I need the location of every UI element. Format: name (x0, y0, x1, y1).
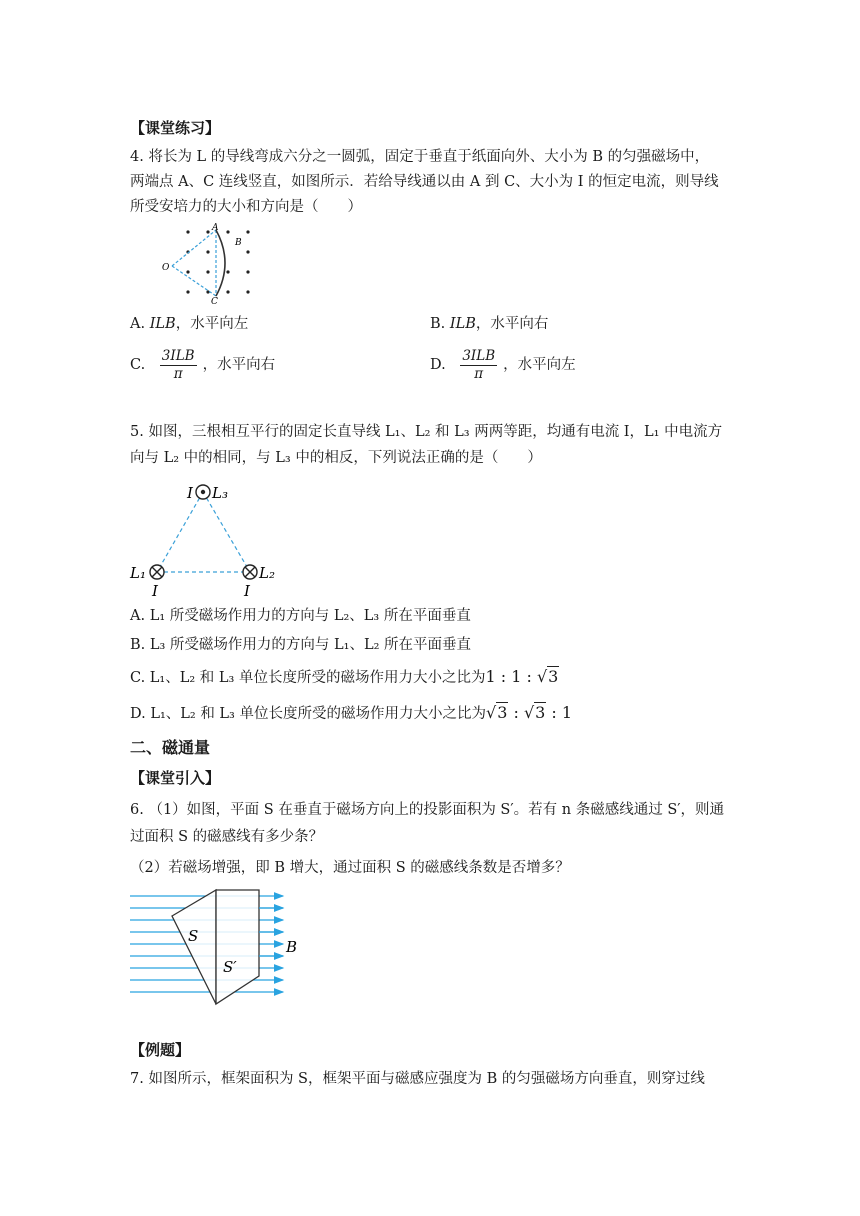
q4-option-c-prefix: C. (130, 357, 146, 373)
q7-line1: 7. 如图所示，框架面积为 S，框架平面与磁感应强度为 B 的匀强磁场方向垂直，则穿过线 (130, 1071, 705, 1087)
q5-option-d-root2: 3 (535, 703, 546, 722)
label-a: A (212, 223, 219, 233)
q4-line1: 4. 将长为 L 的导线弯成六分之一圆弧，固定于垂直于纸面向外、大小为 B 的匀强磁场中， (130, 149, 710, 165)
label-l3: L₃ (212, 484, 228, 502)
q4-option-c (130, 345, 275, 385)
label-i-left: I (152, 582, 158, 600)
q4-option-c-fraction (160, 348, 197, 382)
q4-option-a-expr: ILB (149, 316, 176, 332)
radius-oa (172, 230, 216, 266)
q6-line2: 过面积 S 的磁感线有多少条？ (130, 829, 324, 845)
field-lines-front (259, 908, 283, 956)
q4-line3: 所受安培力的大小和方向是（ ） (130, 199, 362, 215)
label-s-prime: S′ (223, 958, 237, 976)
plane-s-prime (216, 890, 259, 1004)
q5-option-c-root: 3 (548, 667, 559, 686)
plane-s (172, 890, 216, 1004)
q4-option-d-fraction (460, 348, 497, 382)
q4-option-c-den: π (173, 366, 183, 382)
label-l2: L₂ (259, 564, 275, 582)
q4-option-d-text: ，水平向左 (503, 357, 576, 373)
q5-option-a: A. L₁ 所受磁场作用力的方向与 L₂、L₃ 所在平面垂直 (130, 608, 471, 624)
q5-option-d-root1: 3 (497, 703, 508, 722)
q5-option-c-sqrt: √3 (536, 667, 559, 686)
label-c: C (211, 297, 218, 304)
q4-option-a (130, 314, 248, 334)
q5-option-c-ratio: 1 : 1 : (485, 667, 537, 686)
q4-option-d (430, 345, 576, 385)
q5-option-c-text: C. L₁、L₂ 和 L₃ 单位长度所受的磁场作用力大小之比为 (130, 670, 486, 686)
q6-figure (128, 886, 308, 1006)
q4-option-b-prefix: B. (430, 316, 450, 332)
q4-option-a-text: ，水平向左 (175, 316, 249, 332)
label-b: B (235, 238, 242, 248)
q5-option-b: B. L₃ 所受磁场作用力的方向与 L₁、L₂ 所在平面垂直 (130, 637, 472, 653)
q4-option-d-num: 3ILB (462, 348, 496, 364)
q5-line2: 向与 L₂ 中的相同，与 L₃ 中的相反，下列说法正确的是（ ） (130, 450, 542, 466)
q4-option-b (430, 314, 548, 334)
wire-l3-out (196, 485, 210, 499)
wire-l1-in (150, 565, 164, 579)
edge-l3-l1 (157, 492, 203, 572)
wire-l2-in (243, 565, 257, 579)
q4-option-a-prefix: A. (130, 316, 150, 332)
q5-figure (128, 474, 288, 600)
label-l1: L₁ (130, 564, 146, 582)
q5-option-d-sep: : (508, 703, 524, 722)
q4-option-c-text: ，水平向右 (202, 357, 276, 373)
section-flux: 二、磁通量 (130, 738, 211, 757)
q4-option-d-den: π (474, 366, 484, 382)
edge-l3-l2 (203, 492, 250, 572)
arc-wire (216, 230, 225, 296)
q4-option-c-num: 3ILB (161, 348, 195, 364)
label-o: O (162, 263, 170, 273)
q6-line1: 6. （1）如图，平面 S 在垂直于磁场方向上的投影面积为 S′。若有 n 条磁感线通过 S′，则通 (130, 802, 725, 818)
section-intro: 【课堂引入】 (130, 769, 221, 787)
q4-line2: 两端点 A、C 连线竖直，如图所示．若给导线通以由 A 到 C、大小为 I 的恒定电流，则导线 (130, 174, 719, 190)
q5-option-c (130, 667, 559, 688)
q6-line3: （2）若磁场增强，即 B 增大，通过面积 S 的磁感线条数是否增多？ (130, 860, 570, 876)
q5-line1: 5. 如图，三根相互平行的固定长直导线 L₁、L₂ 和 L₃ 两两等距，均通有电流 I，L₁ 中电流方 (130, 424, 723, 440)
q4-option-b-expr: ILB (449, 316, 476, 332)
section-example: 【例题】 (130, 1041, 191, 1059)
radius-oc (172, 266, 216, 296)
label-i-top: I (187, 484, 193, 502)
q5-option-d-sqrt2: √3 (523, 703, 546, 722)
q5-option-d (130, 703, 572, 724)
q5-option-d-sqrt1: √3 (485, 703, 508, 722)
section-practice: 【课堂练习】 (130, 119, 221, 137)
label-b-field: B (286, 938, 298, 956)
q4-option-b-text: ，水平向右 (475, 316, 549, 332)
q5-option-d-tail: : 1 (546, 703, 573, 722)
label-i-right: I (244, 582, 250, 600)
label-s: S (188, 927, 199, 945)
q4-option-d-prefix: D. (430, 357, 446, 373)
q5-option-d-text: D. L₁、L₂ 和 L₃ 单位长度所受的磁场作用力大小之比为 (130, 706, 486, 722)
q4-figure (150, 222, 260, 304)
